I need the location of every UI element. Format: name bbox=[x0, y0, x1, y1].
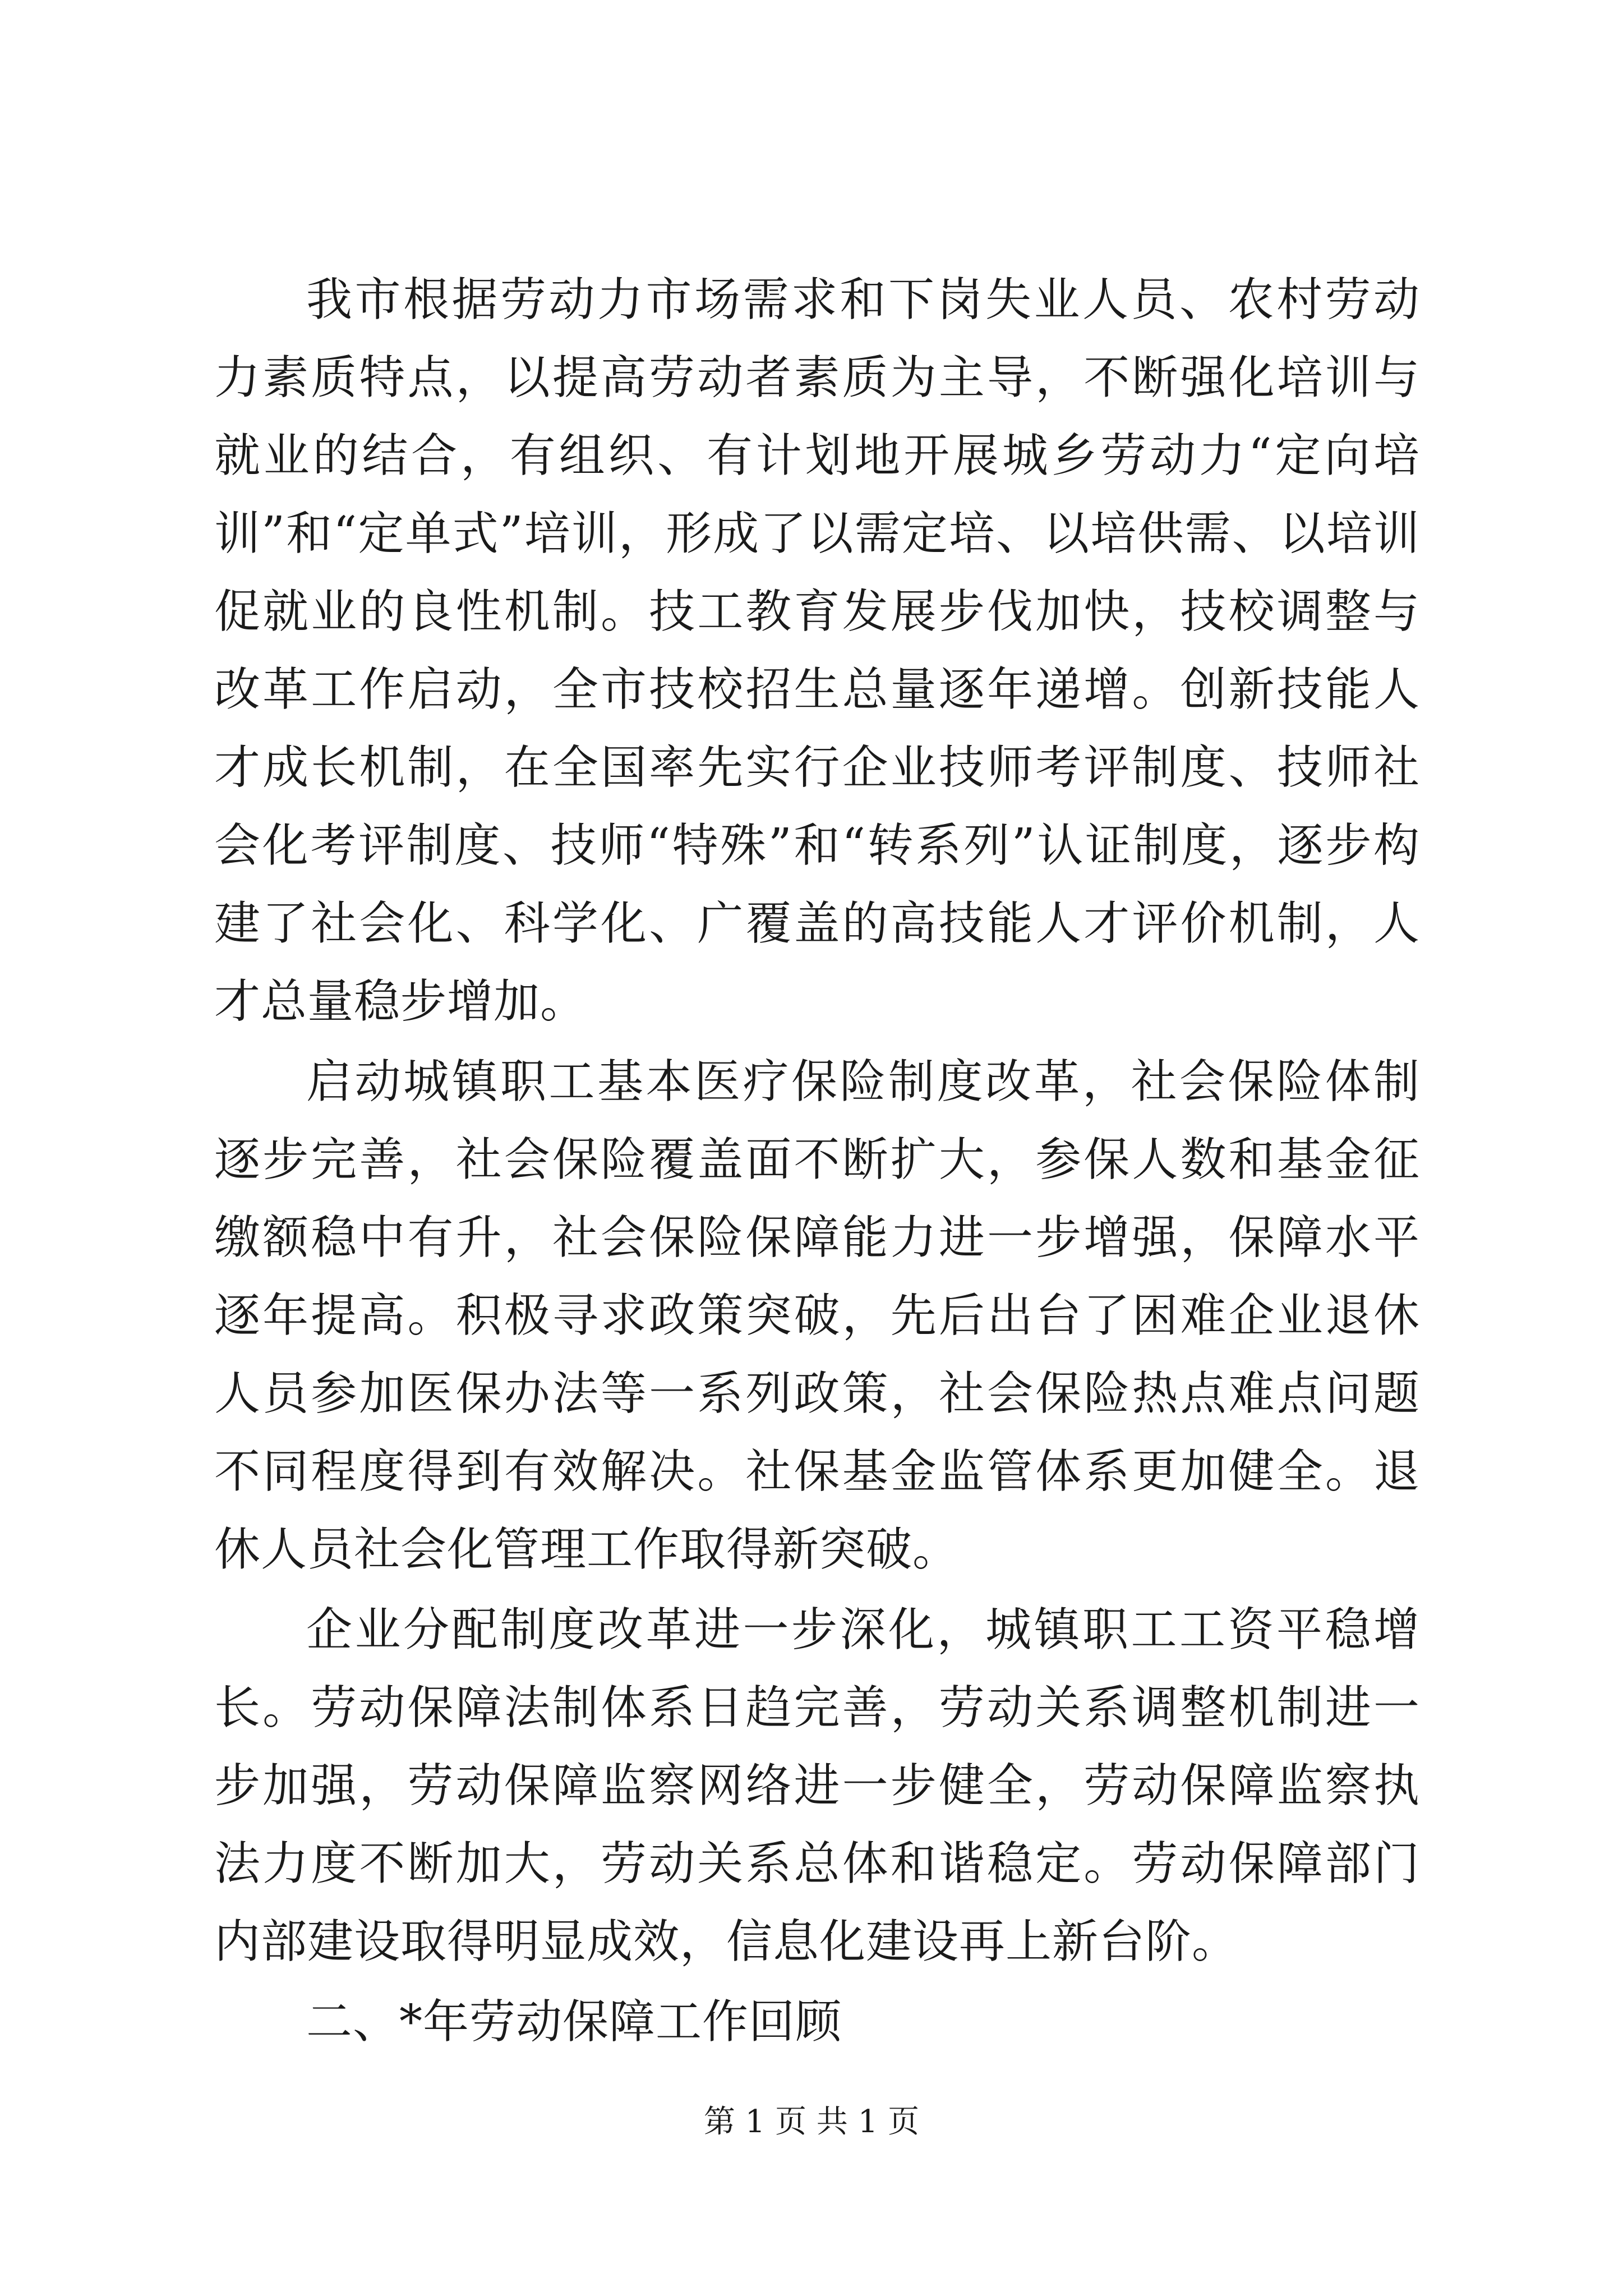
section-heading: 二、*年劳动保障工作回顾 bbox=[306, 1995, 842, 2049]
paragraph-labor-relations: 企业分配制度改革进一步深化，城镇职工工资平稳增长。劳动保障法制体系日趋完善，劳动关系调整机制进一步加强，劳动保障监察网络进一步健全，劳动保障监察执法力度不断加大，劳动关系总体和谐稳定。劳动保障部门内部建设取得明显成效，信息化建设再上新台阶。 bbox=[214, 1603, 1420, 1968]
paragraph-vocational-training: 我市根据劳动力市场需求和下岗失业人员、农村劳动力素质特点，以提高劳动者素质为主导，不断强化培训与就业的结合，有组织、有计划地开展城乡劳动力“定向培训”和“定单式”培训，形成了以需定培、以培供需、以培训促就业的良性机制。技工教育发展步伐加快，技校调整与改革工作启动，全市技校招生总量逐年递增。创新技能人才成长机制，在全国率先实行企业技师考评制度、技师社会化考评制度、技师“特殊”和“转系列”认证制度，逐步构建了社会化、科学化、广覆盖的高技能人才评价机制，人才总量稳步增加。 bbox=[214, 273, 1420, 1028]
paragraph-social-insurance: 启动城镇职工基本医疗保险制度改革，社会保险体制逐步完善，社会保险覆盖面不断扩大，参保人数和基金征缴额稳中有升，社会保险保障能力进一步增强，保障水平逐年提高。积极寻求政策突破，先后出台了困难企业退休人员参加医保办法等一系列政策，社会保险热点难点问题不同程度得到有效解决。社保基金监管体系更加健全。退休人员社会化管理工作取得新突破。 bbox=[214, 1055, 1420, 1576]
page-number-footer: 第 1 页 共 1 页 bbox=[703, 2104, 920, 2140]
document-body bbox=[214, 261, 1420, 2061]
